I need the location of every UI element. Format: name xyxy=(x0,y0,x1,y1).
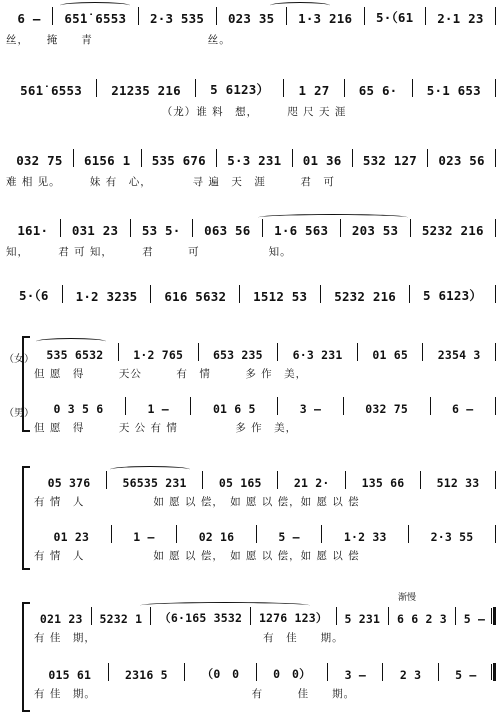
slur-mark xyxy=(110,466,190,473)
measure-notes: 6156 1 xyxy=(83,153,131,168)
measure-notes: 6 – xyxy=(452,402,474,416)
measure-notes: 2 3 xyxy=(399,668,422,682)
barline xyxy=(495,79,496,97)
measure xyxy=(32,668,108,682)
duet-bracket xyxy=(22,602,30,712)
male-part-label: （男） xyxy=(4,408,34,419)
measure-notes: 653 235 xyxy=(212,348,263,362)
measure-notes: （6·165 3532 xyxy=(159,611,243,625)
measure-notes: 3 – xyxy=(299,402,322,416)
measure xyxy=(32,348,118,362)
slur-mark xyxy=(258,214,408,221)
measure-notes: 5 6123） xyxy=(423,288,483,303)
lyrics-line: （龙）谁 料 想， 咫 尺 天 涯 xyxy=(6,106,347,118)
female-part-label: （女） xyxy=(4,354,34,365)
slur-mark xyxy=(140,602,310,609)
notation-line xyxy=(32,662,496,682)
measure xyxy=(74,153,141,168)
measure xyxy=(6,153,73,168)
measure-notes: 023 35 xyxy=(227,11,275,26)
measure-notes: 535 6532 xyxy=(46,348,104,362)
measure-notes: 5 6123） xyxy=(210,82,270,97)
measure xyxy=(126,402,190,416)
lyrics-line: 有 情 人 如 愿 以 偿， 如 愿 以 偿，如 愿 以 偿 xyxy=(34,496,360,508)
lyrics-line: 知， 君 可 知， 君 可 知。 xyxy=(6,246,292,258)
notation-line xyxy=(32,396,496,416)
measure xyxy=(151,610,250,626)
measure xyxy=(63,289,151,304)
measure-notes: 161· xyxy=(17,223,49,238)
measure-notes: 031 23 xyxy=(71,223,119,238)
tempo-mark: 渐慢 xyxy=(398,593,417,603)
lyrics-line: 有 佳 期。 有 佳 期。 xyxy=(34,688,356,700)
measure-notes: 032 75 xyxy=(365,402,408,416)
measure xyxy=(439,668,493,682)
measure-notes: 1512 53 xyxy=(253,289,308,304)
measure-notes: 1 27 xyxy=(298,83,330,98)
measure xyxy=(421,476,495,490)
measure xyxy=(322,530,408,544)
measure xyxy=(6,11,52,26)
measure xyxy=(107,476,202,490)
measure xyxy=(32,612,91,626)
measure-notes: 02 16 xyxy=(198,530,235,544)
measure xyxy=(142,153,217,168)
measure-notes: 5232 216 xyxy=(421,223,484,238)
measure xyxy=(389,612,455,626)
measure xyxy=(177,530,256,544)
measure xyxy=(251,610,336,626)
notation-line xyxy=(6,78,496,98)
lyrics-line: 难 相 见。 妹 有 心， 寻 遍 天 涯 君 可 xyxy=(6,176,335,188)
measure-notes: 05 376 xyxy=(47,476,91,490)
measure-notes: 1276 123） xyxy=(258,611,328,625)
notation-line xyxy=(32,606,496,626)
measure xyxy=(257,530,321,544)
measure-notes: 01 36 xyxy=(302,153,342,168)
measure-notes: 5·（6 xyxy=(18,288,49,303)
measure xyxy=(53,11,138,26)
measure-notes: 032 75 xyxy=(16,153,63,168)
slur-mark xyxy=(36,338,106,345)
measure xyxy=(92,612,151,626)
measure xyxy=(6,83,96,98)
measure xyxy=(109,668,185,682)
measure xyxy=(344,402,430,416)
measure xyxy=(353,153,428,168)
measure-notes: 65̇1̇ 6553 xyxy=(64,11,127,26)
measure-notes: 532 127 xyxy=(362,153,417,168)
measure xyxy=(131,223,192,238)
measure xyxy=(199,348,278,362)
measure-notes: 2·3 55 xyxy=(430,530,474,544)
measure xyxy=(97,83,195,98)
barline xyxy=(493,663,496,681)
measure-notes: 0 0） xyxy=(273,667,311,681)
measure-notes: 1·2 33 xyxy=(343,530,387,544)
measure-notes: 6·3 231 xyxy=(292,348,343,362)
measure xyxy=(345,83,412,98)
notation-line xyxy=(6,6,496,26)
measure-notes: 5·1 653 xyxy=(426,83,481,98)
measure xyxy=(61,223,130,238)
measure-notes: 015 61 xyxy=(48,668,92,682)
measure xyxy=(257,666,328,682)
measure-notes: 3 – xyxy=(344,668,367,682)
barline xyxy=(495,525,496,543)
measure xyxy=(217,153,292,168)
measure xyxy=(365,8,425,26)
measure-notes: 1 – xyxy=(133,530,155,544)
measure xyxy=(321,289,409,304)
measure xyxy=(428,153,495,168)
measure xyxy=(278,476,345,490)
measure-notes: 135 66 xyxy=(361,476,405,490)
measure-notes: 5 – xyxy=(278,530,300,544)
measure-notes: 2354 3 xyxy=(437,348,481,362)
measure-notes: 5·3 231 xyxy=(227,153,282,168)
measure-notes: 56535 231 xyxy=(122,476,187,490)
slur-mark xyxy=(60,2,130,9)
measure xyxy=(6,286,62,304)
measure xyxy=(151,289,239,304)
measure-notes: 53 5· xyxy=(141,223,181,238)
notation-line xyxy=(6,284,496,304)
measure xyxy=(341,223,410,238)
notation-line xyxy=(32,342,496,362)
measure xyxy=(193,223,262,238)
lyrics-line: 有 情 人 如 愿 以 偿， 如 愿 以 偿，如 愿 以 偿 xyxy=(34,550,360,562)
measure-notes: 203 53 xyxy=(351,223,399,238)
measure-notes: 1·2 765 xyxy=(133,348,184,362)
measure-notes: 05 165 xyxy=(218,476,262,490)
measure xyxy=(358,348,422,362)
measure xyxy=(32,530,111,544)
measure-notes: 5·（61 xyxy=(376,10,414,25)
measure xyxy=(139,11,216,26)
duet-bracket xyxy=(22,466,30,570)
lyrics-line: 有 佳 期， 有 佳 期。 xyxy=(34,632,344,644)
barline xyxy=(495,219,496,237)
measure xyxy=(328,668,382,682)
measure xyxy=(191,402,277,416)
measure xyxy=(423,348,495,362)
measure-notes: 616 5632 xyxy=(164,289,227,304)
measure xyxy=(346,476,420,490)
measure-notes: 5232 1 xyxy=(99,612,143,626)
barline xyxy=(495,471,496,489)
measure-notes: 021 23 xyxy=(39,612,83,626)
lyrics-line: 但 愿 得 天公 有 情 多 作 美， xyxy=(34,368,308,380)
measure-notes: 5 – xyxy=(463,612,486,626)
measure-notes: 023 56 xyxy=(438,153,485,168)
notation-line xyxy=(32,470,496,490)
measure-notes: 01 65 xyxy=(372,348,408,362)
measure xyxy=(119,348,198,362)
measure-notes: 21 2· xyxy=(293,476,330,490)
measure-notes: 2·3 535 xyxy=(150,11,205,26)
measure-notes: 21235 216 xyxy=(111,83,181,98)
measure xyxy=(203,476,277,490)
measure xyxy=(6,223,60,238)
measure-notes: 01 6 5 xyxy=(212,402,256,416)
measure-notes: 512 33 xyxy=(436,476,480,490)
measure-notes: 1 – xyxy=(147,402,169,416)
barline xyxy=(495,397,496,415)
measure-notes: 063 56 xyxy=(204,223,251,238)
measure-notes: 56̇1̇ 6553 xyxy=(20,83,82,98)
measure-notes: 65 6· xyxy=(358,83,398,98)
measure xyxy=(409,530,495,544)
measure xyxy=(185,666,256,682)
notation-line xyxy=(6,148,496,168)
measure xyxy=(411,223,495,238)
measure-notes: 5 231 xyxy=(344,612,381,626)
measure-notes: 535 676 xyxy=(151,153,206,168)
lyrics-line: 丝， 掩 青 丝。 xyxy=(6,34,231,46)
measure xyxy=(456,612,493,626)
notation-line xyxy=(6,218,496,238)
measure xyxy=(431,402,495,416)
measure xyxy=(410,286,495,304)
measure xyxy=(278,348,357,362)
measure xyxy=(278,402,342,416)
measure xyxy=(337,612,388,626)
measure xyxy=(112,530,176,544)
measure xyxy=(196,80,283,98)
lyrics-line: 但 愿 得 天 公 有 情 多 作 美， xyxy=(34,422,298,434)
measure-notes: 5232 216 xyxy=(334,289,397,304)
measure xyxy=(426,11,495,26)
measure-notes: 2316 5 xyxy=(125,668,168,682)
measure xyxy=(287,11,364,26)
measure-notes: 2·1 23 xyxy=(437,11,484,26)
barline xyxy=(495,149,496,167)
measure-notes: 01 23 xyxy=(53,530,90,544)
measure xyxy=(240,289,320,304)
measure xyxy=(284,83,343,98)
barline xyxy=(495,7,496,25)
measure xyxy=(32,476,106,490)
measure xyxy=(263,223,340,238)
measure-notes: 5 – xyxy=(455,668,477,682)
measure xyxy=(293,153,352,168)
barline xyxy=(495,285,496,303)
measure-notes: （0 0 xyxy=(201,667,240,681)
measure-notes: 1·6 563 xyxy=(274,223,329,238)
slur-mark xyxy=(270,2,330,9)
measure-notes: 6 6 2 3 xyxy=(396,612,447,626)
measure xyxy=(383,668,437,682)
measure xyxy=(413,83,495,98)
barline xyxy=(493,607,496,625)
measure-notes: 1·3 216 xyxy=(298,11,353,26)
measure xyxy=(217,11,286,26)
barline xyxy=(495,343,496,361)
measure-notes: 0 3 5 6 xyxy=(53,402,104,416)
measure-notes: 1·2 3235 xyxy=(75,289,138,304)
notation-line xyxy=(32,524,496,544)
measure xyxy=(32,402,125,416)
measure-notes: 6 – xyxy=(17,11,41,26)
